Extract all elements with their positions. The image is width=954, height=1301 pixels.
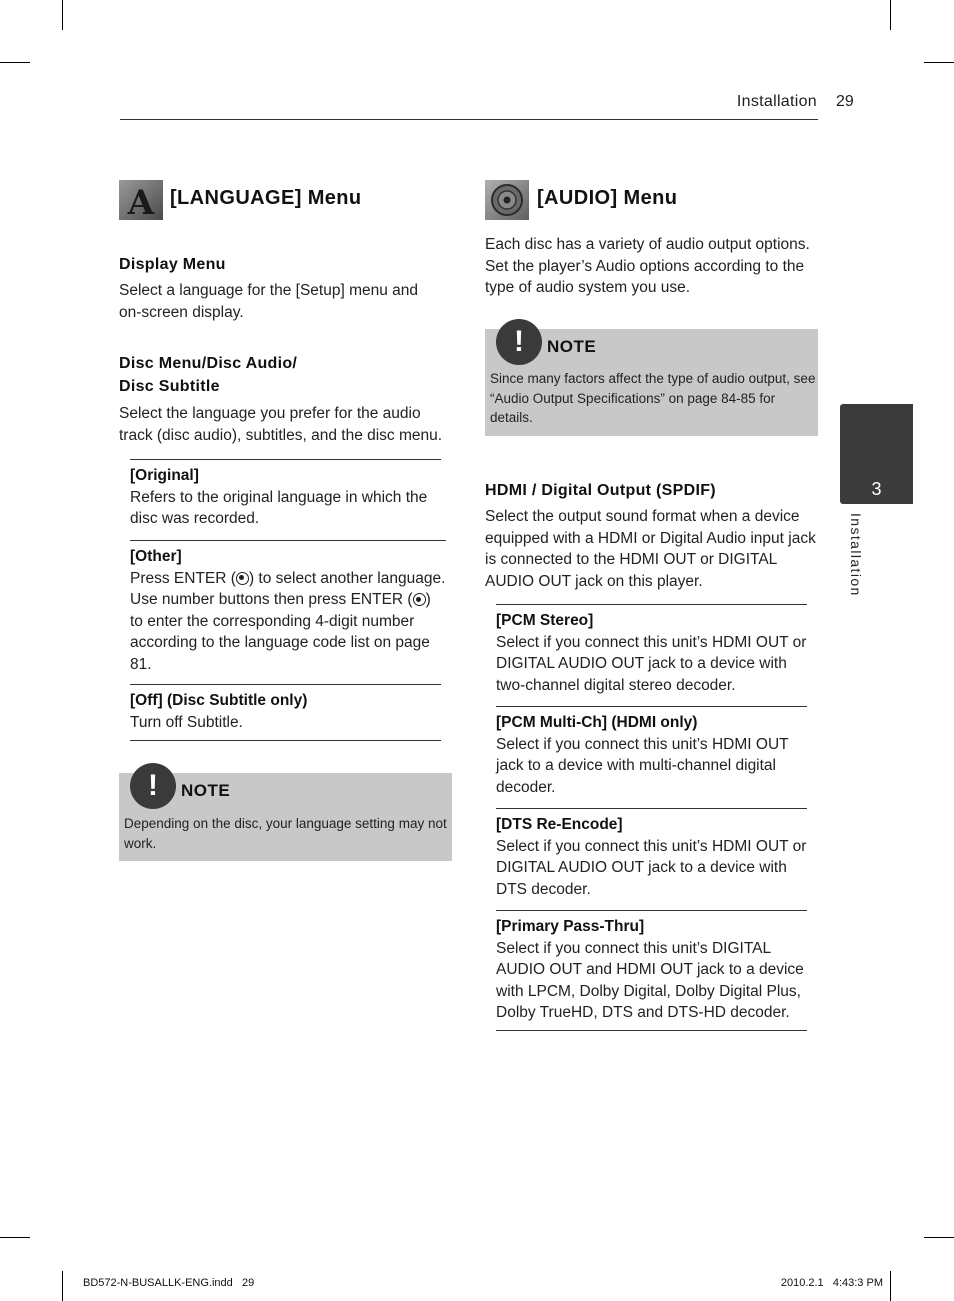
crop-mark [890,0,891,30]
hdmi-output-text: Select the output sound format when a device equipped with a HDMI or Digital Audio input jack is connected to the HDMI OUT or DIGITAL AUDIO OUT jack on this player. [485,508,816,590]
option-title: [Other] [130,548,182,565]
hdmi-output-heading: HDMI / Digital Output (SPDIF) [485,482,716,499]
crop-mark [924,1237,954,1238]
option-other [130,540,446,675]
disc-menu-text: Select the language you prefer for the audio track (disc audio), subtitles, and the disc menu. [119,405,443,444]
language-note-box [119,769,452,861]
audio-icon [485,180,529,220]
option-title: [PCM Stereo] [496,612,594,629]
chapter-number: 3 [871,479,882,499]
disc-menu-heading-line1: Disc Menu/Disc Audio/ [119,355,298,372]
crop-mark [924,62,954,63]
option-dts-re-encode [496,808,807,900]
option-off [130,684,441,733]
audio-menu-title: [AUDIO] Menu [537,187,678,209]
crop-mark [62,0,63,30]
option-text: Select if you connect this unit’s HDMI OUT or DIGITAL AUDIO OUT jack to a device with two-channel digital stereo decoder. [496,633,807,694]
page-number: 29 [836,93,854,110]
option-pcm-multi-ch [496,706,807,798]
chapter-tab [840,404,913,504]
svg-text:A: A [127,183,155,220]
disc-menu-heading-line2: Disc Subtitle [119,378,220,395]
audio-note-box [485,325,818,436]
option-text-part: Press ENTER ( [130,569,236,587]
option-title: [Off] (Disc Subtitle only) [130,692,308,709]
option-title: [Original] [130,467,199,484]
option-text [130,568,446,676]
display-menu-heading: Display Menu [119,256,226,273]
enter-button-icon [413,593,426,606]
option-primary-pass-thru [496,910,807,1024]
option-text-part: ) to select another language. Use number buttons then press ENTER ( [130,569,446,608]
option-divider [130,740,441,741]
language-icon [119,180,163,220]
option-title: [DTS Re-Encode] [496,816,623,833]
speaker-icon [485,180,529,220]
crop-mark [0,1237,30,1238]
letter-a-icon [119,180,163,220]
option-title: [PCM Multi-Ch] (HDMI only) [496,714,698,731]
note-text: Depending on the disc, your language setting may not work. [124,816,447,851]
disc-menu-heading [119,352,297,398]
footer-file-name: BD572-N-BUSALLK-ENG.indd 29 [83,1277,255,1289]
option-text: Turn off Subtitle. [130,713,243,731]
option-pcm-stereo [496,604,807,696]
note-text: Since many factors affect the type of audio output, see “Audio Output Specifications” on page 84-85 for details. [490,371,816,425]
option-divider [496,1030,807,1031]
display-menu-text: Select a language for the [Setup] menu and on-screen display. [119,282,419,321]
note-label: NOTE [181,781,231,800]
option-text: Select if you connect this unit’s DIGITAL AUDIO OUT and HDMI OUT jack to a device with LPCM, Dolby Digital, Dolby Digital Plus, Dolby TrueHD, DTS and DTS-HD decoder. [496,939,804,1021]
enter-button-icon [236,572,249,585]
option-text: Refers to the original language in which the disc was recorded. [130,488,428,527]
crop-mark [890,1271,891,1301]
option-text: Select if you connect this unit’s HDMI OUT or DIGITAL AUDIO OUT jack to a device with DTS decoder. [496,837,807,898]
header-section-title: Installation [736,93,817,110]
header-divider [120,119,818,120]
exclamation-icon: ! [496,319,542,365]
audio-intro-text: Each disc has a variety of audio output options. Set the player’s Audio options according to the type of audio system you use. [485,236,810,296]
footer-timestamp: 2010.2.1 4:43:3 PM [780,1277,883,1289]
chapter-tab-label: Installation [848,513,864,597]
exclamation-icon: ! [130,763,176,809]
note-label: NOTE [547,337,597,356]
language-menu-title: [LANGUAGE] Menu [170,187,362,209]
crop-mark [62,1271,63,1301]
option-text-part: ) to enter the corresponding 4-digit number according to the language code list on page 81. [130,591,431,673]
option-title: [Primary Pass-Thru] [496,918,645,935]
crop-mark [0,62,30,63]
option-text: Select if you connect this unit’s HDMI OUT jack to a device with multi-channel digital decoder. [496,735,789,796]
option-original [130,459,441,530]
